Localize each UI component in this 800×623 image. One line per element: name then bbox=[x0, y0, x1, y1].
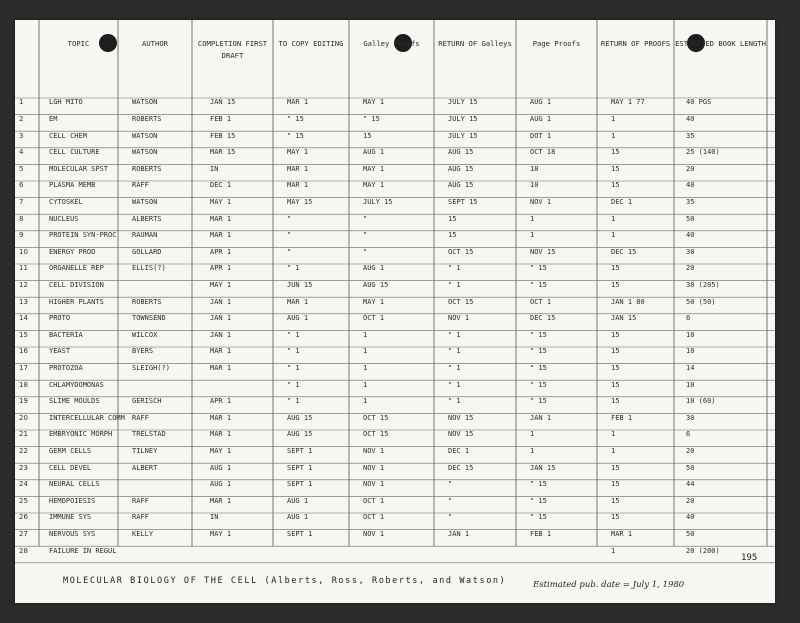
table-cell: AUG 1 bbox=[530, 98, 552, 107]
table-cell: 1 bbox=[363, 330, 368, 339]
row-number: 11 bbox=[19, 264, 28, 273]
row-number: 12 bbox=[19, 280, 28, 289]
table-cell: ELLIS(?) bbox=[132, 264, 166, 273]
table-cell: " 15 bbox=[530, 280, 547, 289]
table-cell: 10 bbox=[686, 330, 695, 339]
column-header: AUTHOR bbox=[142, 39, 168, 48]
row-number: 17 bbox=[19, 363, 28, 372]
table-grid bbox=[15, 20, 775, 603]
table-cell: " 1 bbox=[287, 363, 300, 372]
table-cell: WATSON bbox=[132, 148, 158, 157]
table-cell: 15 bbox=[611, 496, 620, 505]
table-cell: IN bbox=[210, 513, 219, 522]
table-cell: " 1 bbox=[287, 397, 300, 406]
table-cell: 10 bbox=[686, 380, 695, 389]
column-header: RETURN OF PROOFS bbox=[600, 39, 671, 48]
table-cell: JAN 1 80 bbox=[611, 297, 645, 306]
table-cell: PLASMA MEMB bbox=[49, 181, 96, 190]
table-cell: FEB 1 bbox=[530, 529, 552, 538]
table-cell: PROTEIN SYN-PROC bbox=[49, 231, 117, 240]
table-cell: CHLAMYDOMONAS bbox=[49, 380, 104, 389]
row-number: 2 bbox=[19, 114, 24, 123]
table-cell: " bbox=[448, 496, 453, 505]
table-cell: NERVOUS SYS bbox=[49, 529, 96, 538]
column-header: Page Proofs bbox=[532, 39, 581, 48]
table-cell: 14 bbox=[686, 363, 695, 372]
table-cell: MAR 1 bbox=[210, 363, 232, 372]
table-cell: 40 bbox=[686, 114, 695, 123]
table-cell: " 15 bbox=[530, 480, 547, 489]
table-cell: NOV 1 bbox=[363, 529, 385, 538]
table-cell: HEMOPOIESIS bbox=[49, 496, 96, 505]
table-cell: IMMUNE SYS bbox=[49, 513, 92, 522]
table-cell: PROTO bbox=[49, 314, 71, 323]
table-cell: " 15 bbox=[530, 363, 547, 372]
table-cell: JUN 15 bbox=[287, 280, 313, 289]
table-cell: JAN 1 bbox=[448, 529, 470, 538]
table-cell: 1 bbox=[611, 214, 616, 223]
table-cell: JAN 1 bbox=[210, 314, 232, 323]
column-header: RETURN OF Galleys bbox=[438, 39, 512, 48]
table-cell: YEAST bbox=[49, 347, 71, 356]
table-cell: 1 bbox=[363, 347, 368, 356]
footer-title: MOLECULAR BIOLOGY OF THE CELL (Alberts, Ross, Roberts, and Watson) bbox=[63, 576, 507, 586]
table-cell: " 15 bbox=[530, 397, 547, 406]
table-cell: MAY 1 77 bbox=[611, 98, 645, 107]
table-cell: MAY 1 bbox=[210, 280, 232, 289]
table-cell: MAR 1 bbox=[287, 98, 309, 107]
row-number: 5 bbox=[19, 164, 24, 173]
row-number: 14 bbox=[19, 314, 28, 323]
table-cell: NOV 1 bbox=[363, 480, 385, 489]
table-cell: MAR 15 bbox=[210, 148, 236, 157]
table-cell: MAY 1 bbox=[363, 181, 385, 190]
table-cell: KELLY bbox=[132, 529, 154, 538]
row-number: 3 bbox=[19, 131, 24, 140]
table-cell: CELL CULTURE bbox=[49, 148, 100, 157]
table-cell: " 1 bbox=[448, 347, 461, 356]
table-cell: 10 bbox=[686, 347, 695, 356]
table-cell: MAY 1 bbox=[210, 446, 232, 455]
table-cell: NOV 1 bbox=[363, 446, 385, 455]
table-cell: " 15 bbox=[530, 347, 547, 356]
table-cell: " bbox=[363, 231, 368, 240]
table-cell: JAN 15 bbox=[530, 463, 556, 472]
table-cell: JAN 1 bbox=[210, 297, 232, 306]
row-number: 15 bbox=[19, 330, 28, 339]
table-cell: AUG 1 bbox=[210, 463, 232, 472]
table-cell: 15 bbox=[363, 131, 372, 140]
row-number: 6 bbox=[19, 181, 24, 190]
table-cell: AUG 1 bbox=[287, 513, 309, 522]
table-cell: FEB 1 bbox=[210, 114, 232, 123]
table-cell: APR 1 bbox=[210, 397, 232, 406]
table-cell: MOLECULAR SPST bbox=[49, 164, 109, 173]
row-number: 23 bbox=[19, 463, 28, 472]
table-cell: OCT 1 bbox=[363, 513, 385, 522]
table-cell: " 15 bbox=[287, 114, 304, 123]
table-cell: 15 bbox=[611, 347, 620, 356]
table-cell: 1 bbox=[611, 131, 616, 140]
table-cell: TOWNSEND bbox=[132, 314, 166, 323]
table-cell: GERISCH bbox=[132, 397, 162, 406]
table-cell: DEC 1 bbox=[611, 197, 633, 206]
table-cell: 6 bbox=[686, 430, 691, 439]
table-cell: RAFF bbox=[132, 513, 149, 522]
table-cell: GERM CELLS bbox=[49, 446, 92, 455]
table-cell: " bbox=[287, 247, 292, 256]
table-cell: 15 bbox=[611, 264, 620, 273]
column-header: COMPLETION FIRST DRAFT bbox=[197, 39, 268, 60]
table-cell: JULY 15 bbox=[448, 98, 478, 107]
table-cell: " bbox=[363, 214, 368, 223]
table-cell: NOV 1 bbox=[448, 314, 470, 323]
table-cell: OCT 1 bbox=[363, 314, 385, 323]
table-cell: 1 bbox=[611, 430, 616, 439]
table-cell: MAY 1 bbox=[210, 197, 232, 206]
table-cell: OCT 15 bbox=[363, 430, 389, 439]
table-cell: NUCLEUS bbox=[49, 214, 79, 223]
table-cell: 15 bbox=[611, 280, 620, 289]
table-cell: MAR 1 bbox=[611, 529, 633, 538]
table-cell: RAFF bbox=[132, 496, 149, 505]
table-cell: AUG 15 bbox=[363, 280, 389, 289]
table-cell: JAN 15 bbox=[210, 98, 236, 107]
table-cell: AUG 1 bbox=[363, 148, 385, 157]
table-cell: " 1 bbox=[448, 330, 461, 339]
table-cell: CELL DIVISION bbox=[49, 280, 104, 289]
table-cell: 20 bbox=[686, 496, 695, 505]
table-cell: AUG 15 bbox=[448, 148, 474, 157]
table-cell: IN bbox=[210, 164, 219, 173]
pub-date-note: Estimated pub. date = July 1, 1980 bbox=[533, 580, 685, 590]
table-cell: " 1 bbox=[448, 280, 461, 289]
table-cell: MAR 1 bbox=[210, 214, 232, 223]
table-cell: MAY 15 bbox=[287, 197, 313, 206]
table-cell: JAN 15 bbox=[611, 314, 637, 323]
table-cell: PROTOZOA bbox=[49, 363, 83, 372]
table-cell: SEPT 1 bbox=[287, 446, 313, 455]
table-cell: 6 bbox=[686, 314, 691, 323]
table-cell: JAN 1 bbox=[210, 330, 232, 339]
row-number: 9 bbox=[19, 231, 24, 240]
table-cell: 50 bbox=[686, 529, 695, 538]
table-cell: 35 bbox=[686, 131, 695, 140]
table-cell: MAR 1 bbox=[210, 231, 232, 240]
table-cell: 15 bbox=[611, 513, 620, 522]
table-cell: MAR 1 bbox=[287, 164, 309, 173]
table-cell: DEC 1 bbox=[448, 446, 470, 455]
table-cell: 20 (200) bbox=[686, 546, 720, 555]
table-cell: TILNEY bbox=[132, 446, 158, 455]
row-number: 10 bbox=[19, 247, 28, 256]
table-cell: 1 bbox=[530, 214, 535, 223]
row-number: 27 bbox=[19, 529, 28, 538]
table-cell: SLIME MOULDS bbox=[49, 397, 100, 406]
table-cell: " 15 bbox=[530, 264, 547, 273]
table-cell: AUG 15 bbox=[287, 430, 313, 439]
table-cell: AUG 1 bbox=[287, 314, 309, 323]
table-cell: " 15 bbox=[530, 513, 547, 522]
table-cell: RAFF bbox=[132, 181, 149, 190]
table-cell: SLEIGH(?) bbox=[132, 363, 170, 372]
table-cell: " bbox=[448, 480, 453, 489]
table-cell: 15 bbox=[611, 463, 620, 472]
table-cell: 30 bbox=[686, 413, 695, 422]
table-cell: BYERS bbox=[132, 347, 154, 356]
table-cell: EMBRYONIC MORPH bbox=[49, 430, 113, 439]
table-cell: CYTOSKEL bbox=[49, 197, 83, 206]
table-cell: 10 bbox=[530, 181, 539, 190]
table-cell: " bbox=[448, 513, 453, 522]
table-cell: 15 bbox=[611, 363, 620, 372]
table-cell: NOV 15 bbox=[448, 413, 474, 422]
row-number: 8 bbox=[19, 214, 24, 223]
row-number: 19 bbox=[19, 397, 28, 406]
table-cell: " 1 bbox=[287, 330, 300, 339]
table-cell: " 1 bbox=[448, 380, 461, 389]
table-cell: " 15 bbox=[363, 114, 380, 123]
table-cell: MAY 1 bbox=[287, 148, 309, 157]
table-cell: " 15 bbox=[530, 380, 547, 389]
table-cell: 1 bbox=[611, 114, 616, 123]
table-cell: 15 bbox=[448, 231, 457, 240]
row-number: 1 bbox=[19, 98, 24, 107]
row-number: 16 bbox=[19, 347, 28, 356]
row-number: 4 bbox=[19, 148, 24, 157]
table-cell: LGH MITO bbox=[49, 98, 83, 107]
table-cell: 50 (50) bbox=[686, 297, 716, 306]
table-cell: 40 bbox=[686, 231, 695, 240]
table-cell: RAUMAN bbox=[132, 231, 158, 240]
table-cell: " bbox=[287, 214, 292, 223]
column-header: TOPIC bbox=[67, 39, 90, 48]
table-cell: ROBERTS bbox=[132, 164, 162, 173]
table-cell: " 15 bbox=[530, 330, 547, 339]
ledger-sheet bbox=[15, 20, 775, 603]
table-cell: MAY 1 bbox=[363, 297, 385, 306]
table-cell: DOT 1 bbox=[530, 131, 552, 140]
table-cell: 40 bbox=[686, 513, 695, 522]
column-header: ESTIMATED BOOK LENGTH bbox=[675, 39, 766, 48]
table-cell: " 1 bbox=[287, 380, 300, 389]
table-cell: 1 bbox=[363, 380, 368, 389]
table-cell: 40 PGS bbox=[686, 98, 712, 107]
table-cell: " 15 bbox=[530, 496, 547, 505]
table-cell: EM bbox=[49, 114, 58, 123]
table-cell: MAR 1 bbox=[210, 430, 232, 439]
table-cell: DEC 15 bbox=[448, 463, 474, 472]
table-cell: WILCOX bbox=[132, 330, 158, 339]
table-cell: 15 bbox=[611, 148, 620, 157]
table-cell: AUG 1 bbox=[530, 114, 552, 123]
table-cell: ENERGY PROD bbox=[49, 247, 96, 256]
table-cell: OCT 15 bbox=[448, 297, 474, 306]
row-number: 20 bbox=[19, 413, 28, 422]
table-cell: 1 bbox=[530, 231, 535, 240]
table-cell: AUG 15 bbox=[448, 181, 474, 190]
table-cell: HIGHER PLANTS bbox=[49, 297, 104, 306]
table-cell: OCT 15 bbox=[448, 247, 474, 256]
table-cell: NOV 15 bbox=[448, 430, 474, 439]
row-number: 18 bbox=[19, 380, 28, 389]
row-number: 24 bbox=[19, 480, 28, 489]
table-cell: JAN 1 bbox=[530, 413, 552, 422]
table-cell: NOV 1 bbox=[530, 197, 552, 206]
table-cell: MAY 1 bbox=[363, 164, 385, 173]
table-cell: 1 bbox=[530, 446, 535, 455]
table-cell: RAFF bbox=[132, 413, 149, 422]
table-cell: WATSON bbox=[132, 98, 158, 107]
table-cell: 15 bbox=[611, 480, 620, 489]
table-cell: FAILURE IN REGUL bbox=[49, 546, 117, 555]
table-cell: OCT 1 bbox=[530, 297, 552, 306]
table-cell: MAY 1 bbox=[363, 98, 385, 107]
table-cell: 1 bbox=[363, 397, 368, 406]
table-cell: 18 bbox=[530, 164, 539, 173]
table-cell: ROBERTS bbox=[132, 114, 162, 123]
table-cell: " 1 bbox=[448, 264, 461, 273]
table-cell: MAY 1 bbox=[210, 529, 232, 538]
table-cell: 1 bbox=[611, 446, 616, 455]
table-cell: 20 bbox=[686, 446, 695, 455]
table-cell: MAR 1 bbox=[210, 496, 232, 505]
table-cell: SEPT 1 bbox=[287, 463, 313, 472]
table-cell: AUG 15 bbox=[287, 413, 313, 422]
table-cell: DEC 1 bbox=[210, 181, 232, 190]
table-cell: NOV 15 bbox=[530, 247, 556, 256]
table-cell: DEC 15 bbox=[530, 314, 556, 323]
table-cell: WATSON bbox=[132, 131, 158, 140]
table-cell: 25 (140) bbox=[686, 148, 720, 157]
table-cell: JULY 15 bbox=[363, 197, 393, 206]
table-cell: 15 bbox=[611, 397, 620, 406]
page-number: 195 bbox=[741, 553, 758, 563]
table-cell: 35 bbox=[686, 197, 695, 206]
table-cell: " 15 bbox=[287, 131, 304, 140]
column-header: TO COPY EDITING bbox=[278, 39, 344, 48]
table-cell: 50 bbox=[686, 214, 695, 223]
table-cell: FEB 1 bbox=[611, 413, 633, 422]
table-cell: BACTERIA bbox=[49, 330, 83, 339]
table-cell: 15 bbox=[611, 380, 620, 389]
table-cell: 1 bbox=[611, 546, 616, 555]
table-cell: AUG 1 bbox=[287, 496, 309, 505]
table-cell: OCT 15 bbox=[363, 413, 389, 422]
table-cell: CELL DEVEL bbox=[49, 463, 92, 472]
column-header: Galley Proofs bbox=[363, 39, 420, 48]
table-cell: TRELSTAD bbox=[132, 430, 166, 439]
table-cell: OCT 18 bbox=[530, 148, 556, 157]
table-cell: 20 bbox=[686, 264, 695, 273]
table-cell: 30 bbox=[686, 247, 695, 256]
table-cell: SEPT 1 bbox=[287, 480, 313, 489]
table-cell: 10 (60) bbox=[686, 397, 716, 406]
table-cell: GOLLARD bbox=[132, 247, 162, 256]
table-cell: " 1 bbox=[448, 363, 461, 372]
row-number: 22 bbox=[19, 446, 28, 455]
row-number: 26 bbox=[19, 513, 28, 522]
table-cell: " bbox=[287, 231, 292, 240]
row-number: 28 bbox=[19, 546, 28, 555]
row-number: 7 bbox=[19, 197, 24, 206]
table-cell: NEURAL CELLS bbox=[49, 480, 100, 489]
table-cell: AUG 1 bbox=[363, 264, 385, 273]
table-cell: 15 bbox=[611, 181, 620, 190]
table-cell: ORGANELLE REP bbox=[49, 264, 104, 273]
table-cell: 1 bbox=[611, 231, 616, 240]
table-cell: DEC 15 bbox=[611, 247, 637, 256]
table-cell: JULY 15 bbox=[448, 114, 478, 123]
row-number: 25 bbox=[19, 496, 28, 505]
table-cell: MAR 1 bbox=[210, 413, 232, 422]
table-cell: NOV 1 bbox=[363, 463, 385, 472]
table-cell: 44 bbox=[686, 480, 695, 489]
table-cell: 20 bbox=[686, 164, 695, 173]
table-cell: CELL CHEM bbox=[49, 131, 87, 140]
table-cell: 40 bbox=[686, 181, 695, 190]
table-cell: " 1 bbox=[287, 347, 300, 356]
table-cell: APR 1 bbox=[210, 247, 232, 256]
table-cell: ALBERTS bbox=[132, 214, 162, 223]
table-cell: " bbox=[363, 247, 368, 256]
table-cell: 1 bbox=[530, 430, 535, 439]
table-cell: ROBERTS bbox=[132, 297, 162, 306]
table-cell: OCT 1 bbox=[363, 496, 385, 505]
table-cell: JULY 15 bbox=[448, 131, 478, 140]
table-cell: 15 bbox=[448, 214, 457, 223]
table-cell: APR 1 bbox=[210, 264, 232, 273]
row-number: 21 bbox=[19, 430, 28, 439]
table-cell: MAR 1 bbox=[287, 297, 309, 306]
table-cell: 50 bbox=[686, 463, 695, 472]
table-cell: AUG 1 bbox=[210, 480, 232, 489]
table-cell: " 1 bbox=[448, 397, 461, 406]
table-cell: 1 bbox=[363, 363, 368, 372]
table-cell: SEPT 15 bbox=[448, 197, 478, 206]
table-cell: 15 bbox=[611, 164, 620, 173]
row-number: 13 bbox=[19, 297, 28, 306]
table-cell: 15 bbox=[611, 330, 620, 339]
table-cell: " 1 bbox=[287, 264, 300, 273]
table-cell: 30 (205) bbox=[686, 280, 720, 289]
table-cell: SEPT 1 bbox=[287, 529, 313, 538]
table-cell: MAR 1 bbox=[287, 181, 309, 190]
table-cell: WATSON bbox=[132, 197, 158, 206]
table-cell: INTERCELLULAR COMM bbox=[49, 413, 125, 422]
table-cell: FEB 15 bbox=[210, 131, 236, 140]
table-cell: MAR 1 bbox=[210, 347, 232, 356]
table-cell: AUG 15 bbox=[448, 164, 474, 173]
table-cell: ALBERT bbox=[132, 463, 158, 472]
